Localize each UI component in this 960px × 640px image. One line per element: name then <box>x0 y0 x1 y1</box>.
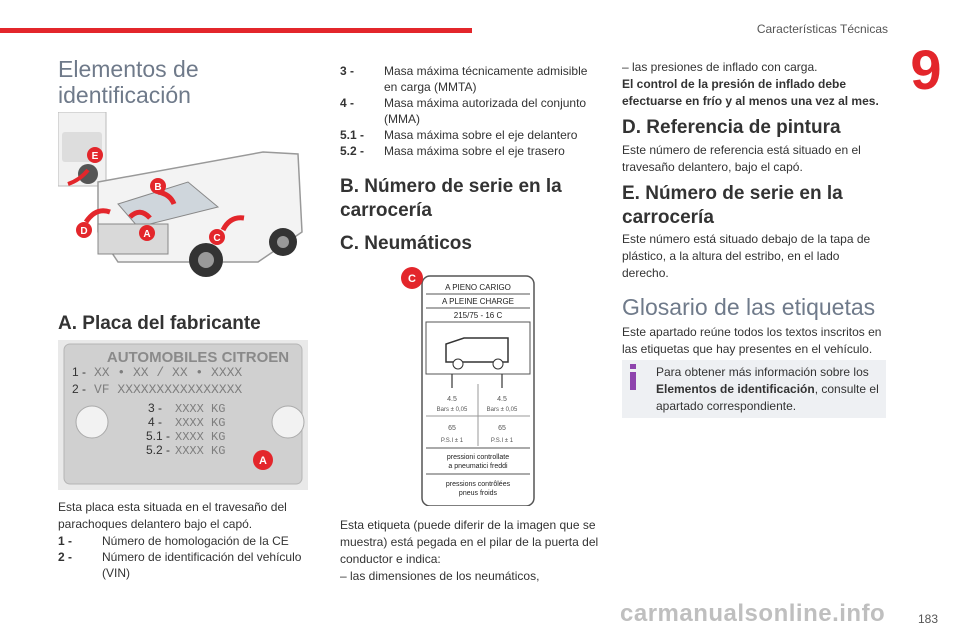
legend-item: 3 - Masa máxima técnicamente admisible en carga (MMTA) <box>340 64 588 94</box>
serial-number-text: Este número está situado debajo de la tapa de plástico, a la altura del estribo, en el lado derecho. <box>622 232 871 280</box>
svg-text:5.1 -: 5.1 - <box>146 429 171 443</box>
marker-b <box>150 178 166 194</box>
svg-text:XX • XX / XX • XXXX: XX • XX / XX • XXXX <box>94 365 243 380</box>
legend-item: 4 - Masa máxima autorizada del conjunto (MMA) <box>340 96 587 126</box>
section-title: Características Técnicas <box>756 22 888 36</box>
legend-item: 1 - Número de homologación de la CE <box>58 534 289 548</box>
svg-text:a pneumatici freddi: a pneumatici freddi <box>448 463 508 470</box>
info-line-2: Elementos de identificación, consulte el apartado correspondiente. <box>656 382 879 413</box>
heading-numero-serie-e: E. Número de serie en la carrocería <box>622 183 843 228</box>
pressure-check-note: El control de la presión de inflado debe efectuarse en frío y al menos una vez al mes. <box>622 77 879 108</box>
page-number: 183 <box>917 612 938 626</box>
svg-text:A PIENO CARIGO: A PIENO CARIGO <box>445 283 511 292</box>
info-icon <box>630 364 636 390</box>
heading-numero-serie-b: B. Número de serie en la carrocería <box>340 176 562 221</box>
svg-text:D: D <box>80 226 88 237</box>
svg-text:4.5: 4.5 <box>497 396 507 403</box>
svg-text:2 -: 2 - <box>72 382 87 396</box>
glossary-text: Este apartado reúne todos los textos inscritos en las etiquetas que hay presentes en el vehículo. <box>622 325 882 356</box>
info-link-text: Elementos de identificación <box>656 382 815 396</box>
svg-text:pressions contrôlées: pressions contrôlées <box>445 481 511 488</box>
header-accent-bar <box>0 28 472 33</box>
heading-referencia-pintura: D. Referencia de pintura <box>622 117 841 138</box>
svg-text:Bars ± 0,05: Bars ± 0,05 <box>486 407 518 413</box>
marker-e <box>87 147 103 163</box>
manufacturer-plate-image <box>58 340 308 490</box>
svg-text:4.5: 4.5 <box>447 396 457 403</box>
svg-text:3 -: 3 - <box>148 401 163 415</box>
legend-item: 5.1 - Masa máxima sobre el eje delantero <box>340 128 578 142</box>
legend-item: 2 - Número de identificación del vehículo (VIN) <box>58 550 302 580</box>
marker-a <box>139 225 155 241</box>
heading-neumaticos: C. Neumáticos <box>340 233 472 254</box>
svg-text:C: C <box>408 273 416 285</box>
tyre-pressure-label <box>400 266 540 506</box>
svg-text:pneus froids: pneus froids <box>458 490 498 497</box>
marker-d <box>76 222 92 238</box>
watermark: carmanualsonline.info <box>620 600 886 627</box>
svg-text:XXXX KG: XXXX KG <box>175 430 226 444</box>
svg-text:5.2 -: 5.2 - <box>146 443 171 457</box>
plate-rivet-left <box>76 406 108 438</box>
tyre-label-text: Esta etiqueta (puede diferir de la imagen que se muestra) está pegada en el pilar de la puerta del conductor e indica: <box>340 518 599 566</box>
chapter-number: 9 <box>910 38 942 101</box>
plate-rivet-right <box>272 406 304 438</box>
svg-text:B: B <box>154 182 162 193</box>
plate-brand: AUTOMOBILES CITROEN <box>106 349 290 366</box>
svg-text:P.S.I ± 1: P.S.I ± 1 <box>440 438 464 444</box>
svg-text:XXXX KG: XXXX KG <box>175 444 226 458</box>
info-line-1: Para obtener más información sobre los <box>656 365 869 379</box>
svg-text:65: 65 <box>498 425 506 432</box>
heading-elementos: Elementos de identificación <box>58 56 199 108</box>
label-van-box <box>426 322 530 374</box>
svg-text:A PLEINE CHARGE: A PLEINE CHARGE <box>441 297 515 306</box>
tyre-pressure-item: – las presiones de inflado con carga. <box>622 60 818 74</box>
svg-text:VF XXXXXXXXXXXXXXXX: VF XXXXXXXXXXXXXXXX <box>94 382 243 397</box>
tyre-dimensions-item: – las dimensiones de los neumáticos, <box>340 569 540 583</box>
heading-placa-fabricante: A. Placa del fabricante <box>58 313 261 334</box>
van-grille <box>98 224 168 254</box>
svg-text:1 -: 1 - <box>72 365 87 379</box>
svg-text:pressioni controllate: pressioni controllate <box>446 454 510 461</box>
inset-wheel <box>78 164 98 184</box>
plate-location-text: Esta placa esta situada en el travesaño del parachoques delantero bajo el capó. <box>58 500 287 531</box>
svg-text:215/75 - 16 C: 215/75 - 16 C <box>453 311 503 320</box>
svg-text:E: E <box>91 151 99 162</box>
marker-c <box>209 229 225 245</box>
svg-text:A: A <box>143 229 151 240</box>
legend-item: 5.2 - Masa máxima sobre el eje trasero <box>340 144 565 158</box>
svg-text:XXXX KG: XXXX KG <box>175 416 226 430</box>
paint-reference-text: Este número de referencia está situado en el travesaño delantero, bajo el capó. <box>622 143 861 174</box>
plate-legend-list-continued <box>340 63 600 159</box>
svg-text:4 -: 4 - <box>148 415 163 429</box>
plate-legend-list <box>58 533 308 581</box>
van-illustration <box>58 112 308 292</box>
svg-text:XXXX KG: XXXX KG <box>175 402 226 416</box>
svg-text:C: C <box>213 233 221 244</box>
heading-glosario: Glosario de las etiquetas <box>622 294 876 320</box>
svg-text:65: 65 <box>448 425 456 432</box>
svg-text:A: A <box>259 455 267 467</box>
svg-text:Bars ± 0,05: Bars ± 0,05 <box>436 407 468 413</box>
svg-text:P.S.I ± 1: P.S.I ± 1 <box>490 438 514 444</box>
